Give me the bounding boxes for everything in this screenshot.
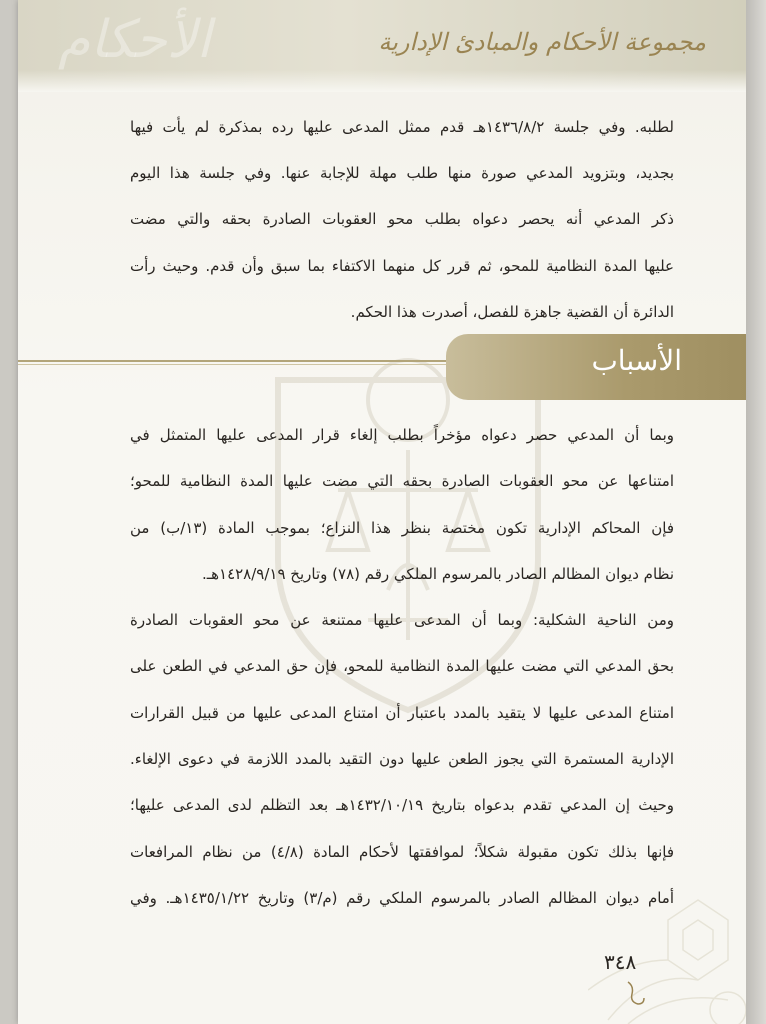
header-watermark: الأحكام bbox=[58, 10, 212, 70]
text-line: فإنها بذلك تكون مقبولة شكلاً؛ لموافقتها لأحكام المادة (٤/٨) من نظام المرافعات bbox=[130, 842, 674, 861]
text-line: بحق المدعي التي مضت عليها المدة النظامية للمحو، فإن حق المدعي في الطعن على bbox=[130, 657, 674, 676]
text-line: امتناعها عن محو العقوبات الصادرة بحقه التي مضت عليها المدة النظامية للمحو؛ bbox=[130, 472, 674, 491]
book-page bbox=[18, 0, 746, 1024]
text-line: فإن المحاكم الإدارية تكون مختصة بنظر هذا النزاع؛ بموجب المادة (١٣/ب) من bbox=[130, 518, 674, 537]
swirl-ornament-icon bbox=[622, 978, 652, 1008]
text-line: ذكر المدعي أنه يحصر دعواه بطلب محو العقوبات الصادرة بحقه والتي مضت bbox=[130, 210, 674, 229]
page-number: ٣٤٨ bbox=[604, 950, 637, 974]
section-heading-band bbox=[18, 334, 746, 400]
page-header bbox=[18, 0, 746, 92]
right-margin bbox=[746, 0, 766, 1024]
section-heading-box bbox=[446, 334, 746, 400]
text-line: امتناع المدعى عليها لا يتقيد بالمدد باعتبار أن امتناع المدعى عليها من قبيل القرارات bbox=[130, 703, 674, 722]
text-line: وبما أن المدعي حصر دعواه مؤخراً بطلب إلغاء قرار المدعى عليها المتمثل في bbox=[130, 426, 674, 444]
text-line: عليها المدة النظامية للمحو، ثم قرر كل منهما الاكتفاء بما سبق وأن قدم. وحيث رأت bbox=[130, 256, 674, 275]
text-line: الدائرة أن القضية جاهزة للفصل، أصدرت هذا الحكم. bbox=[350, 302, 674, 321]
text-line: بجديد، وبتزويد المدعي صورة منها طلب مهلة للإجابة عنها. وفي جلسة هذا اليوم bbox=[130, 164, 674, 183]
text-line: وحيث إن المدعي تقدم بدعواه بتاريخ ١٤٣٢/١٠/١٩هـ بعد التظلم لدى المدعى عليها؛ bbox=[130, 796, 674, 815]
section-title: الأسباب bbox=[591, 344, 682, 377]
paragraph-intro bbox=[130, 104, 674, 335]
paragraph-reasons bbox=[130, 412, 674, 921]
text-line: أمام ديوان المظالم الصادر بالمرسوم الملكي رقم (م/٣) وتاريخ ١٤٣٥/١/٢٢هـ. وفي bbox=[130, 888, 674, 907]
text-line: الإدارية المستمرة التي يجوز الطعن عليها دون التقيد بالمدد اللازمة في دعوى الإلغاء. bbox=[130, 750, 674, 769]
text-line: نظام ديوان المظالم الصادر بالمرسوم الملكي رقم (٧٨) وتاريخ ١٤٢٨/٩/١٩هـ. bbox=[201, 564, 674, 583]
book-title: مجموعة الأحكام والمبادئ الإدارية bbox=[378, 28, 706, 56]
text-line: ومن الناحية الشكلية: وبما أن المدعى عليها ممتنعة عن محو العقوبات الصادرة bbox=[130, 611, 674, 630]
text-line: لطلبه. وفي جلسة ١٤٣٦/٨/٢هـ قدم ممثل المدعى عليها رده بمذكرة لم يأت فيها bbox=[130, 118, 674, 136]
left-margin bbox=[0, 0, 18, 1024]
